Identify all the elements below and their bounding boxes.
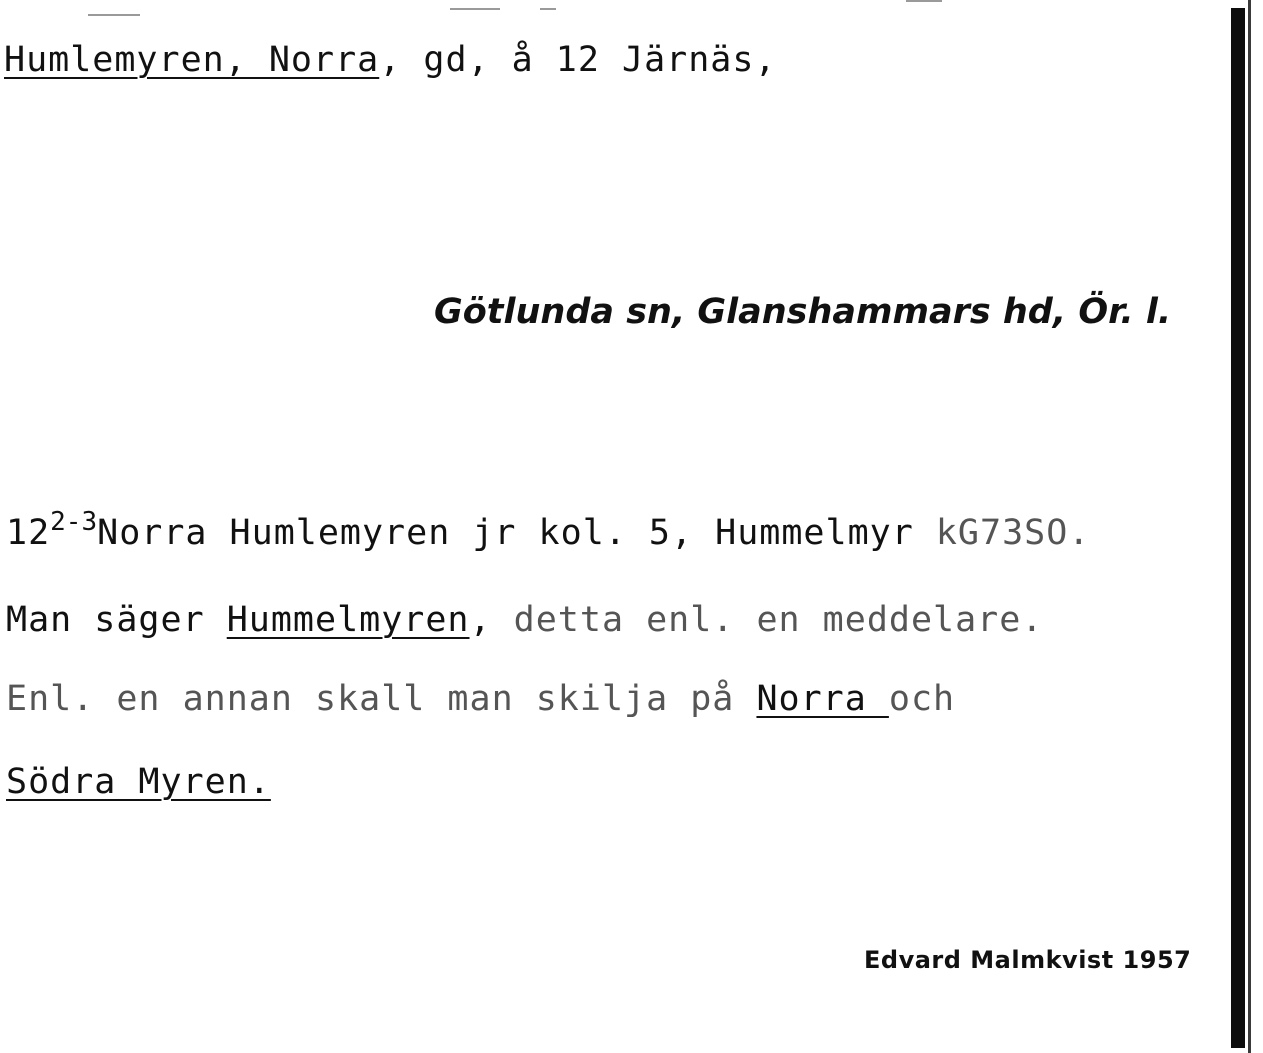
place-name: Humlemyren, Norra — [4, 40, 380, 80]
body-line-4 — [6, 762, 271, 802]
map-superscript: 2-3 — [50, 507, 98, 537]
underlined-name: Hummelmyren — [226, 600, 470, 640]
scan-edge-bar — [1248, 0, 1251, 1053]
place-details: , gd, å 12 Järnäs, — [379, 40, 777, 80]
body-text: detta enl. en meddelare. — [491, 600, 1044, 640]
body-text: , — [469, 600, 492, 640]
card-heading — [4, 40, 777, 80]
body-line-2 — [6, 600, 1043, 640]
body-text: Man säger — [6, 600, 227, 640]
scan-speck — [906, 0, 942, 2]
scan-speck — [88, 14, 140, 16]
body-line-1 — [6, 507, 1091, 553]
scan-edge-bar — [1231, 8, 1245, 1048]
scan-speck — [540, 8, 556, 10]
scan-speck — [450, 8, 500, 10]
source-text: Norra Humlemyren jr kol. 5, Hummelmyr — [97, 513, 914, 553]
underlined-name: Norra — [756, 679, 889, 719]
body-text: och — [888, 679, 956, 719]
map-number: 12 — [6, 513, 51, 553]
map-reference: kG73SO. — [935, 513, 1091, 553]
body-line-3 — [6, 679, 955, 719]
body-text: Enl. en annan skall man skilja på — [6, 679, 757, 719]
underlined-name: Södra Myren. — [6, 762, 271, 802]
parish-stamp: Götlunda sn, Glanshammars hd, Ör. l. — [434, 292, 1172, 332]
signature: Edvard Malmkvist 1957 — [864, 946, 1192, 974]
